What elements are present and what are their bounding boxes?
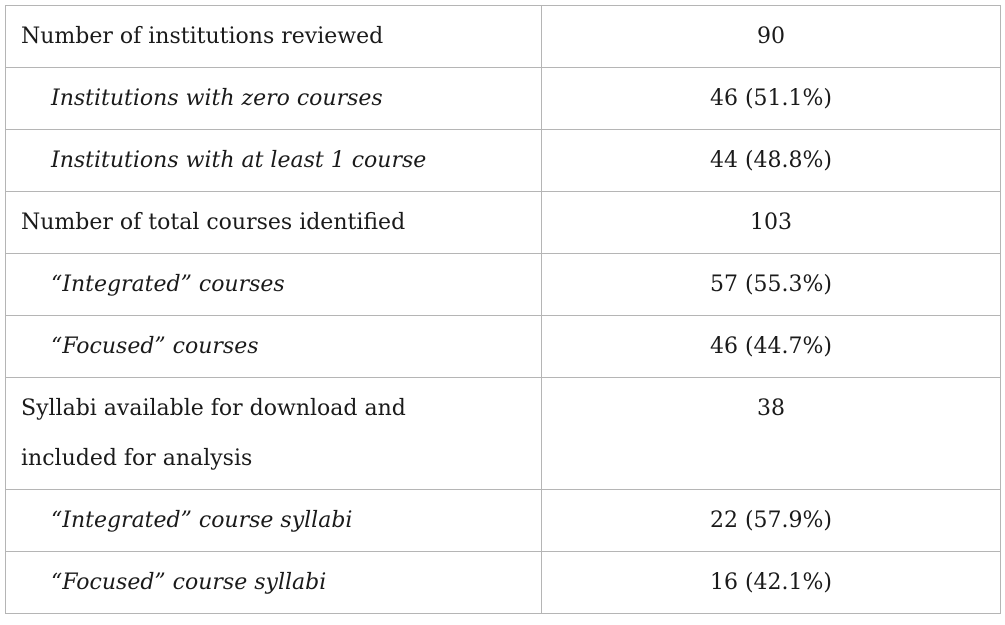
row-label: Institutions with at least 1 course: [6, 130, 542, 192]
table-row: [6, 316, 1001, 378]
row-value: 38: [542, 378, 1001, 490]
table-row: [6, 6, 1001, 68]
table-row: [6, 130, 1001, 192]
row-label: “Integrated” course syllabi: [6, 490, 542, 552]
row-value: 16 (42.1%): [542, 552, 1001, 614]
row-value: 46 (44.7%): [542, 316, 1001, 378]
row-value: 57 (55.3%): [542, 254, 1001, 316]
table-row: [6, 254, 1001, 316]
row-value: 90: [542, 6, 1001, 68]
row-label: “Focused” courses: [6, 316, 542, 378]
row-label: [6, 378, 542, 490]
table-row: [6, 378, 1001, 490]
row-label: Institutions with zero courses: [6, 68, 542, 130]
row-label: Number of total courses identified: [6, 192, 542, 254]
row-value: 22 (57.9%): [542, 490, 1001, 552]
table-row: [6, 192, 1001, 254]
row-label-line: Syllabi available for download and: [21, 396, 406, 421]
row-label: “Focused” course syllabi: [6, 552, 542, 614]
row-value: 44 (48.8%): [542, 130, 1001, 192]
table-row: [6, 490, 1001, 552]
row-value: 103: [542, 192, 1001, 254]
summary-table: [5, 5, 1001, 614]
table-row: [6, 68, 1001, 130]
row-label: Number of institutions reviewed: [6, 6, 542, 68]
row-value: 46 (51.1%): [542, 68, 1001, 130]
row-label-line: included for analysis: [21, 446, 253, 471]
table-row: [6, 552, 1001, 614]
row-label: “Integrated” courses: [6, 254, 542, 316]
